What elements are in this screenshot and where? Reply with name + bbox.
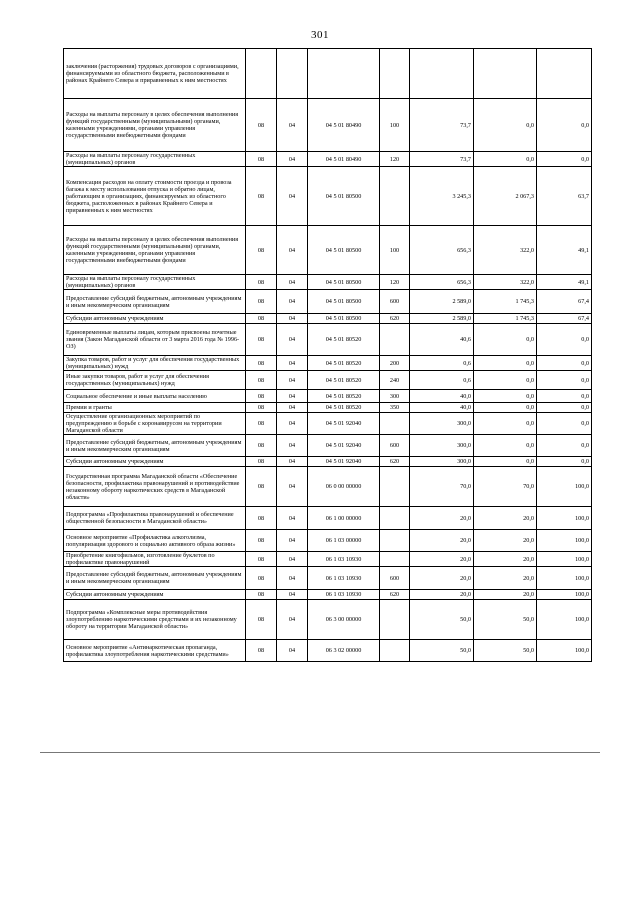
row-rz-cell: 08 bbox=[246, 226, 277, 275]
row-percent-cell: 0,0 bbox=[537, 457, 592, 467]
row-csr-cell: 04 5 01 92040 bbox=[308, 435, 380, 457]
row-pr-cell: 04 bbox=[277, 590, 308, 600]
row-name-cell: заключения (расторжения) трудовых договоров с организациями, финансируемыми из областного бюджета, расположенными в районах Крайнего Севера и приравненных к ним местностях bbox=[64, 49, 246, 99]
row-rz-cell: 08 bbox=[246, 567, 277, 590]
row-rz-cell: 08 bbox=[246, 530, 277, 552]
row-name-cell: Предоставление субсидий бюджетным, автономным учреждениям и иным некоммерческим организациям bbox=[64, 567, 246, 590]
row-sum-approved-cell: 40,6 bbox=[410, 324, 474, 356]
row-csr-cell: 06 0 00 00000 bbox=[308, 467, 380, 507]
row-csr-cell: 04 5 01 80500 bbox=[308, 314, 380, 324]
row-name-cell: Расходы на выплаты персоналу в целях обеспечения выполнения функций государственными (муниципальными) органами, казенными учреждениями, органами управления государственными внебюджетными фондами bbox=[64, 226, 246, 275]
row-pr-cell: 04 bbox=[277, 371, 308, 390]
row-sum-executed-cell: 2 067,3 bbox=[474, 167, 537, 226]
row-name-cell: Подпрограмма «Профилактика правонарушений и обеспечение общественной безопасности в Магаданской области» bbox=[64, 507, 246, 530]
row-vr-cell: 620 bbox=[380, 457, 410, 467]
table-row bbox=[64, 226, 592, 275]
row-rz-cell: 08 bbox=[246, 403, 277, 413]
row-sum-approved-cell: 2 589,0 bbox=[410, 290, 474, 314]
table-row bbox=[64, 552, 592, 567]
row-name-cell: Субсидии автономным учреждениям bbox=[64, 314, 246, 324]
row-sum-approved-cell: 656,3 bbox=[410, 275, 474, 290]
row-rz-cell bbox=[246, 49, 277, 99]
row-percent-cell bbox=[537, 49, 592, 99]
row-rz-cell: 08 bbox=[246, 324, 277, 356]
row-vr-cell: 300 bbox=[380, 390, 410, 403]
row-csr-cell: 06 1 03 10930 bbox=[308, 567, 380, 590]
row-pr-cell: 04 bbox=[277, 390, 308, 403]
row-name-cell: Субсидии автономным учреждениям bbox=[64, 590, 246, 600]
row-rz-cell: 08 bbox=[246, 457, 277, 467]
row-vr-cell: 350 bbox=[380, 403, 410, 413]
row-rz-cell: 08 bbox=[246, 167, 277, 226]
row-sum-executed-cell bbox=[474, 49, 537, 99]
row-pr-cell: 04 bbox=[277, 530, 308, 552]
row-vr-cell bbox=[380, 324, 410, 356]
row-sum-executed-cell: 0,0 bbox=[474, 435, 537, 457]
row-percent-cell: 67,4 bbox=[537, 314, 592, 324]
row-csr-cell: 04 5 01 80520 bbox=[308, 324, 380, 356]
row-percent-cell: 100,0 bbox=[537, 600, 592, 640]
row-sum-executed-cell: 0,0 bbox=[474, 356, 537, 371]
row-vr-cell bbox=[380, 530, 410, 552]
row-sum-approved-cell: 50,0 bbox=[410, 640, 474, 662]
row-sum-executed-cell: 322,0 bbox=[474, 275, 537, 290]
row-name-cell: Премии и гранты bbox=[64, 403, 246, 413]
row-percent-cell: 0,0 bbox=[537, 390, 592, 403]
row-percent-cell: 100,0 bbox=[537, 467, 592, 507]
row-sum-approved-cell: 20,0 bbox=[410, 507, 474, 530]
row-percent-cell: 49,1 bbox=[537, 226, 592, 275]
row-name-cell: Иные закупки товаров, работ и услуг для обеспечения государственных (муниципальных) нужд bbox=[64, 371, 246, 390]
row-vr-cell: 120 bbox=[380, 152, 410, 167]
row-sum-approved-cell: 3 245,3 bbox=[410, 167, 474, 226]
row-percent-cell: 0,0 bbox=[537, 413, 592, 435]
row-vr-cell: 600 bbox=[380, 290, 410, 314]
row-sum-executed-cell: 0,0 bbox=[474, 390, 537, 403]
row-sum-approved-cell: 300,0 bbox=[410, 435, 474, 457]
row-rz-cell: 08 bbox=[246, 275, 277, 290]
row-csr-cell: 04 5 01 92040 bbox=[308, 413, 380, 435]
row-sum-executed-cell: 0,0 bbox=[474, 324, 537, 356]
row-csr-cell bbox=[308, 49, 380, 99]
row-vr-cell bbox=[380, 413, 410, 435]
table-row bbox=[64, 435, 592, 457]
row-csr-cell: 06 3 00 00000 bbox=[308, 600, 380, 640]
row-vr-cell bbox=[380, 49, 410, 99]
row-csr-cell: 04 5 01 80500 bbox=[308, 290, 380, 314]
row-sum-approved-cell: 300,0 bbox=[410, 457, 474, 467]
table-row bbox=[64, 507, 592, 530]
row-percent-cell: 0,0 bbox=[537, 403, 592, 413]
row-sum-approved-cell: 73,7 bbox=[410, 152, 474, 167]
row-sum-approved-cell: 656,3 bbox=[410, 226, 474, 275]
table-row bbox=[64, 275, 592, 290]
row-vr-cell bbox=[380, 640, 410, 662]
row-csr-cell: 06 1 00 00000 bbox=[308, 507, 380, 530]
row-pr-cell bbox=[277, 49, 308, 99]
row-sum-approved-cell: 50,0 bbox=[410, 600, 474, 640]
row-sum-approved-cell: 300,0 bbox=[410, 413, 474, 435]
row-rz-cell: 08 bbox=[246, 390, 277, 403]
row-name-cell: Социальное обеспечение и иные выплаты населению bbox=[64, 390, 246, 403]
row-rz-cell: 08 bbox=[246, 99, 277, 152]
row-percent-cell: 67,4 bbox=[537, 290, 592, 314]
row-pr-cell: 04 bbox=[277, 600, 308, 640]
row-pr-cell: 04 bbox=[277, 457, 308, 467]
row-pr-cell: 04 bbox=[277, 226, 308, 275]
row-percent-cell: 0,0 bbox=[537, 324, 592, 356]
row-sum-approved-cell bbox=[410, 49, 474, 99]
row-name-cell: Компенсация расходов на оплату стоимости проезда и провоза багажа к месту использования отпуска и обратно лицам, работающим в организациях, финансируемых из областного бюджета, расположенных в районах Крайнего Севера и приравненных к ним местностях bbox=[64, 167, 246, 226]
row-csr-cell: 04 5 01 80500 bbox=[308, 275, 380, 290]
row-vr-cell bbox=[380, 552, 410, 567]
row-rz-cell: 08 bbox=[246, 413, 277, 435]
row-name-cell: Закупка товаров, работ и услуг для обеспечения государственных (муниципальных) нужд bbox=[64, 356, 246, 371]
row-percent-cell: 0,0 bbox=[537, 99, 592, 152]
row-sum-approved-cell: 73,7 bbox=[410, 99, 474, 152]
table-row bbox=[64, 152, 592, 167]
row-name-cell: Предоставление субсидий бюджетным, автономным учреждениям и иным некоммерческим организациям bbox=[64, 290, 246, 314]
row-rz-cell: 08 bbox=[246, 640, 277, 662]
row-sum-executed-cell: 322,0 bbox=[474, 226, 537, 275]
table-row bbox=[64, 371, 592, 390]
row-csr-cell: 04 5 01 80520 bbox=[308, 356, 380, 371]
table-row bbox=[64, 290, 592, 314]
row-sum-approved-cell: 0,6 bbox=[410, 371, 474, 390]
row-percent-cell: 100,0 bbox=[537, 552, 592, 567]
row-percent-cell: 0,0 bbox=[537, 152, 592, 167]
table-row bbox=[64, 457, 592, 467]
row-name-cell: Единовременные выплаты лицам, которым присвоены почетные звания (Закон Магаданской области от 3 марта 2016 года № 1996-ОЗ) bbox=[64, 324, 246, 356]
row-sum-executed-cell: 20,0 bbox=[474, 567, 537, 590]
budget-table bbox=[63, 48, 592, 662]
row-name-cell: Субсидии автономным учреждениям bbox=[64, 457, 246, 467]
row-percent-cell: 100,0 bbox=[537, 530, 592, 552]
row-name-cell: Осуществление организационных мероприятий по предупреждению и борьбе с коронавирусом на территории Магаданской области bbox=[64, 413, 246, 435]
table-row bbox=[64, 314, 592, 324]
row-name-cell: Расходы на выплаты персоналу государственных (муниципальных) органов bbox=[64, 275, 246, 290]
table-row bbox=[64, 324, 592, 356]
row-percent-cell: 0,0 bbox=[537, 371, 592, 390]
row-pr-cell: 04 bbox=[277, 99, 308, 152]
row-name-cell: Основное мероприятие «Профилактика алкоголизма, популяризация здорового и социально активного образа жизни» bbox=[64, 530, 246, 552]
row-rz-cell: 08 bbox=[246, 590, 277, 600]
row-sum-executed-cell: 1 745,3 bbox=[474, 290, 537, 314]
table-row bbox=[64, 390, 592, 403]
row-vr-cell: 100 bbox=[380, 99, 410, 152]
row-pr-cell: 04 bbox=[277, 356, 308, 371]
row-rz-cell: 08 bbox=[246, 371, 277, 390]
row-percent-cell: 100,0 bbox=[537, 590, 592, 600]
row-csr-cell: 04 5 01 80500 bbox=[308, 226, 380, 275]
row-percent-cell: 100,0 bbox=[537, 507, 592, 530]
row-rz-cell: 08 bbox=[246, 507, 277, 530]
row-csr-cell: 04 5 01 80520 bbox=[308, 390, 380, 403]
row-sum-executed-cell: 0,0 bbox=[474, 457, 537, 467]
row-rz-cell: 08 bbox=[246, 356, 277, 371]
row-csr-cell: 04 5 01 80500 bbox=[308, 167, 380, 226]
row-pr-cell: 04 bbox=[277, 413, 308, 435]
row-sum-executed-cell: 0,0 bbox=[474, 152, 537, 167]
row-pr-cell: 04 bbox=[277, 167, 308, 226]
row-pr-cell: 04 bbox=[277, 467, 308, 507]
row-percent-cell: 63,7 bbox=[537, 167, 592, 226]
row-csr-cell: 06 1 03 10930 bbox=[308, 590, 380, 600]
row-rz-cell: 08 bbox=[246, 435, 277, 457]
table-row bbox=[64, 567, 592, 590]
row-sum-executed-cell: 1 745,3 bbox=[474, 314, 537, 324]
row-pr-cell: 04 bbox=[277, 152, 308, 167]
page-number: 301 bbox=[311, 29, 329, 41]
row-vr-cell: 100 bbox=[380, 226, 410, 275]
row-sum-executed-cell: 20,0 bbox=[474, 530, 537, 552]
row-sum-approved-cell: 70,0 bbox=[410, 467, 474, 507]
row-sum-executed-cell: 20,0 bbox=[474, 552, 537, 567]
row-name-cell: Расходы на выплаты персоналу в целях обеспечения выполнения функций государственными (муниципальными) органами, казенными учреждениями, органами управления государственными внебюджетными фондами bbox=[64, 99, 246, 152]
row-sum-executed-cell: 0,0 bbox=[474, 371, 537, 390]
row-rz-cell: 08 bbox=[246, 467, 277, 507]
row-name-cell: Государственная программа Магаданской области «Обеспечение безопасности, профилактика правонарушений и противодействие незаконному обороту наркотических средств в Магаданской области» bbox=[64, 467, 246, 507]
row-vr-cell bbox=[380, 507, 410, 530]
row-sum-approved-cell: 40,0 bbox=[410, 390, 474, 403]
row-name-cell: Расходы на выплаты персоналу государственных (муниципальных) органов bbox=[64, 152, 246, 167]
row-vr-cell bbox=[380, 167, 410, 226]
row-rz-cell: 08 bbox=[246, 152, 277, 167]
footer-divider bbox=[40, 752, 600, 753]
row-vr-cell: 600 bbox=[380, 567, 410, 590]
table-row bbox=[64, 49, 592, 99]
row-sum-executed-cell: 20,0 bbox=[474, 590, 537, 600]
row-csr-cell: 04 5 01 80490 bbox=[308, 99, 380, 152]
row-vr-cell: 200 bbox=[380, 356, 410, 371]
row-csr-cell: 04 5 01 92040 bbox=[308, 457, 380, 467]
row-rz-cell: 08 bbox=[246, 552, 277, 567]
row-csr-cell: 06 3 02 00000 bbox=[308, 640, 380, 662]
row-pr-cell: 04 bbox=[277, 552, 308, 567]
budget-table-body bbox=[64, 49, 592, 662]
row-sum-executed-cell: 0,0 bbox=[474, 403, 537, 413]
table-row bbox=[64, 99, 592, 152]
row-rz-cell: 08 bbox=[246, 600, 277, 640]
row-percent-cell: 100,0 bbox=[537, 567, 592, 590]
row-sum-approved-cell: 20,0 bbox=[410, 530, 474, 552]
table-row bbox=[64, 356, 592, 371]
row-csr-cell: 04 5 01 80520 bbox=[308, 371, 380, 390]
row-sum-executed-cell: 70,0 bbox=[474, 467, 537, 507]
table-row bbox=[64, 167, 592, 226]
row-sum-approved-cell: 20,0 bbox=[410, 567, 474, 590]
row-sum-approved-cell: 0,6 bbox=[410, 356, 474, 371]
row-pr-cell: 04 bbox=[277, 435, 308, 457]
row-vr-cell: 120 bbox=[380, 275, 410, 290]
table-row bbox=[64, 413, 592, 435]
row-name-cell: Приобретение книгофильмов, изготовление буклетов по профилактике правонарушений bbox=[64, 552, 246, 567]
row-vr-cell: 620 bbox=[380, 314, 410, 324]
table-row bbox=[64, 530, 592, 552]
row-name-cell: Подпрограмма «Комплексные меры противодействия злоупотреблению наркотическими средствами и их незаконному обороту на территории Магаданской области» bbox=[64, 600, 246, 640]
row-sum-executed-cell: 50,0 bbox=[474, 640, 537, 662]
row-percent-cell: 49,1 bbox=[537, 275, 592, 290]
row-pr-cell: 04 bbox=[277, 640, 308, 662]
row-pr-cell: 04 bbox=[277, 290, 308, 314]
row-sum-approved-cell: 40,0 bbox=[410, 403, 474, 413]
row-pr-cell: 04 bbox=[277, 275, 308, 290]
row-csr-cell: 06 1 03 00000 bbox=[308, 530, 380, 552]
row-percent-cell: 0,0 bbox=[537, 435, 592, 457]
row-vr-cell: 240 bbox=[380, 371, 410, 390]
row-csr-cell: 04 5 01 80520 bbox=[308, 403, 380, 413]
row-pr-cell: 04 bbox=[277, 507, 308, 530]
table-row bbox=[64, 600, 592, 640]
table-row bbox=[64, 467, 592, 507]
row-pr-cell: 04 bbox=[277, 403, 308, 413]
table-row bbox=[64, 403, 592, 413]
table-row bbox=[64, 640, 592, 662]
row-pr-cell: 04 bbox=[277, 324, 308, 356]
row-sum-approved-cell: 20,0 bbox=[410, 590, 474, 600]
row-rz-cell: 08 bbox=[246, 290, 277, 314]
row-vr-cell: 600 bbox=[380, 435, 410, 457]
table-row bbox=[64, 590, 592, 600]
row-vr-cell: 620 bbox=[380, 590, 410, 600]
row-name-cell: Предоставление субсидий бюджетным, автономным учреждениям и иным некоммерческим организациям bbox=[64, 435, 246, 457]
row-sum-executed-cell: 0,0 bbox=[474, 99, 537, 152]
row-pr-cell: 04 bbox=[277, 314, 308, 324]
row-csr-cell: 06 1 03 10930 bbox=[308, 552, 380, 567]
row-sum-executed-cell: 50,0 bbox=[474, 600, 537, 640]
row-pr-cell: 04 bbox=[277, 567, 308, 590]
row-sum-approved-cell: 20,0 bbox=[410, 552, 474, 567]
row-percent-cell: 0,0 bbox=[537, 356, 592, 371]
row-sum-executed-cell: 20,0 bbox=[474, 507, 537, 530]
row-sum-executed-cell: 0,0 bbox=[474, 413, 537, 435]
row-percent-cell: 100,0 bbox=[537, 640, 592, 662]
row-vr-cell bbox=[380, 600, 410, 640]
row-name-cell: Основное мероприятие «Антинаркотическая пропаганда, профилактика злоупотребления наркотическими средствами» bbox=[64, 640, 246, 662]
row-csr-cell: 04 5 01 80490 bbox=[308, 152, 380, 167]
row-vr-cell bbox=[380, 467, 410, 507]
row-sum-approved-cell: 2 589,0 bbox=[410, 314, 474, 324]
row-rz-cell: 08 bbox=[246, 314, 277, 324]
